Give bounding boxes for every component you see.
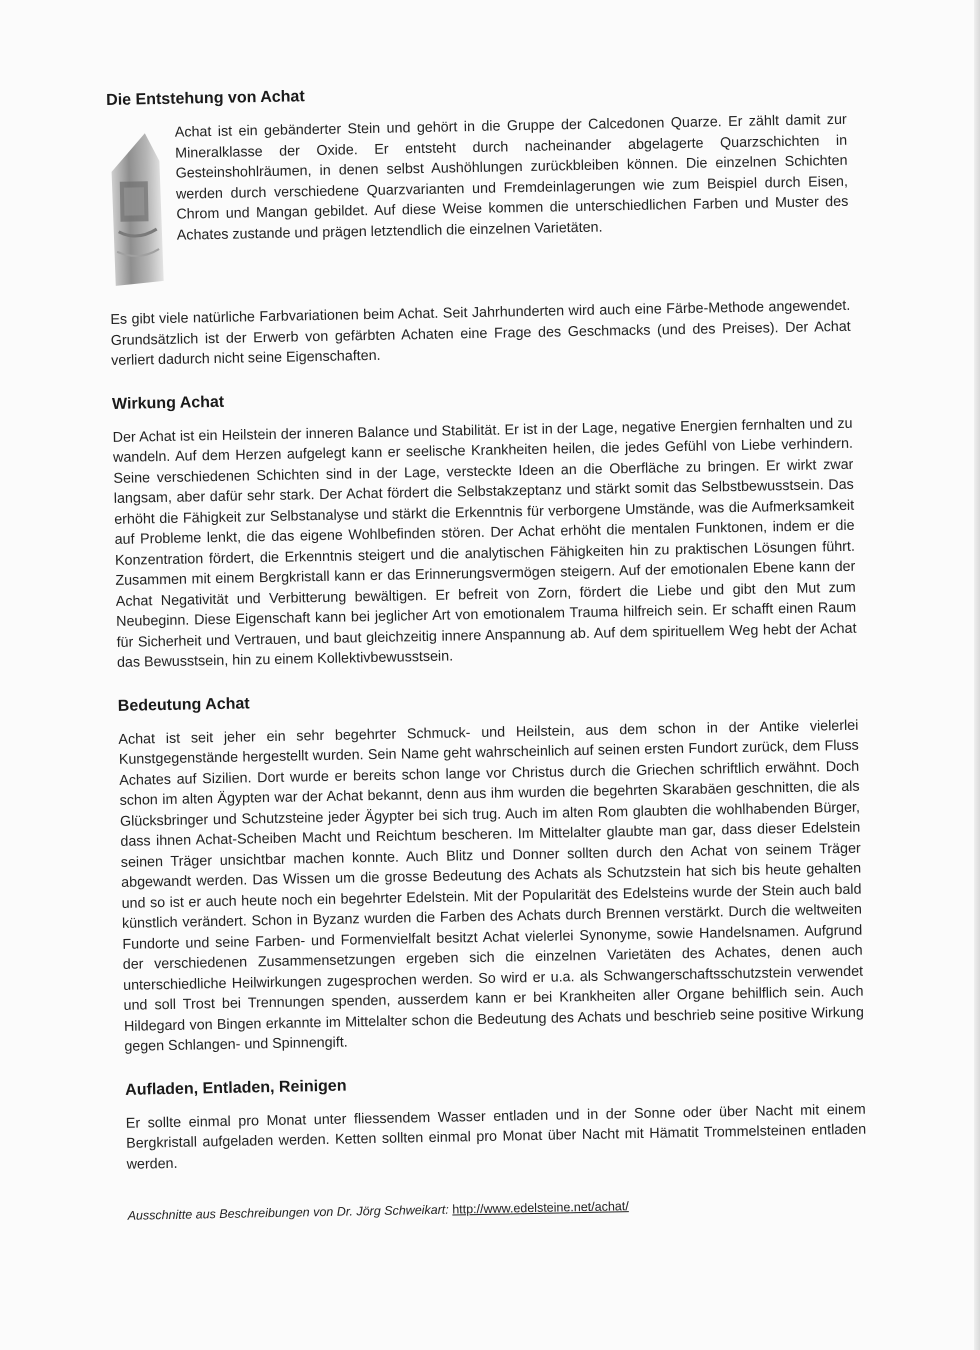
paragraph-wirkung: Der Achat ist ein Heilstein der inneren Balance und Stabilität. Er ist in der Lage, negative Energien fernhalten und zu wandeln. Auf dem Herzen aufgelegt kann er seelische Krankheiten heilen, die jedes Gefühl von Liebe verhindern. Seine verschiedenen Schichten sind in der Lage, versteckte Ideen an die Oberfläche zu bringen. Er wirkt zwar langsam, aber dafür sehr stark. Der Achat fördert die Selbstakzeptanz und stärkt somit das Selbstbewusstsein. Das erhöht die Fähigkeit zur Selbstanalyse und stärkt die Erkenntnis für verborgene Umstände, was die Aufmerksamkeit auf Probleme lenkt, die das eigene Wohlbefinden stören. Der Achat erhöht die mentalen Funktonen, indem er die Konzentration fördert, die Erkenntnis steigert und die analytischen Fähigkeiten hin zu praktischen Lösungen führt. Zusammen mit einem Bergkristall kann er das Erinnerungsvermögen steigern. Auf der emotionalen Ebene kann der Achat Negativität und Verbitterung bewältigen. Er befreit von Zorn, fördert die Liebe und gibt den Mut zum Neubeginn. Diese Eigenschaft kann bei jeglicher Art von emotionalem Trauma hilfreich sein. Er schafft einen Raum für Sicherheit und Vertrauen, und baut gleichzeitig innere Anspannung ab. Auf dem spirituellem Weg hebt der Achat das Bewusstsein, hin zu einem Kollektivbewusstsein. (112, 415, 857, 671)
source-text: Ausschnitte aus Beschreibungen von Dr. Jörg Schweikart: (127, 1202, 453, 1223)
heading-entstehung: Die Entstehung von Achat (106, 88, 305, 109)
agate-crystal-image (107, 131, 168, 292)
paragraph-entstehung-1: Achat ist ein gebänderter Stein und gehört in die Gruppe der Calcedonen Quarze. Er zählt damit zur Mineralklasse der Oxide. Er entsteht durch nacheinander abgelagerte Quarzschichten in Gesteinshohlräumen, in denen selbst Aushöhlungen zurückbleiben können. Die einzelnen Schichten werden durch verschiedene Quarzvarianten und Fremdeinlagerungen wie zum Beispiel durch Eisen, Chrom und Mangan gebildet. Auf diese Weise kommen die unterschiedlichen Farben und Muster des Achates zustande und prägen letztendlich die einzelnen Varietäten. (174, 111, 849, 244)
source-link[interactable]: http://www.edelsteine.net/achat/ (452, 1199, 629, 1217)
heading-wirkung: Wirkung Achat (111, 393, 225, 413)
source-citation (127, 1195, 867, 1223)
intro-text (175, 110, 850, 291)
intro-block (107, 110, 850, 292)
heading-bedeutung: Bedeutung Achat (117, 694, 250, 715)
paragraph-entstehung-2: Es gibt viele natürliche Farbvariationen beim Achat. Seit Jahrhunderten wird auch eine Färbe-Methode angewendet. Grundsätzlich ist der Erwerb von gefärbten Achaten eine Frage des Geschmacks (und des Preises). Der Achat verliert dadurch nicht seine Eigenschaften. (110, 297, 851, 369)
paragraph-aufladen: Er sollte einmal pro Monat unter fliessendem Wasser entladen und in der Sonne oder über Nacht mit einem Bergkristall aufgeladen werden. Ketten sollten einmal pro Monat über Nacht mit Hämatit Trommelsteinen entladen werden. (125, 1101, 867, 1173)
page-edge-shadow (974, 0, 980, 1350)
document-content (106, 76, 868, 1223)
heading-aufladen: Aufladen, Entladen, Reinigen (125, 1077, 347, 1099)
paragraph-bedeutung: Achat ist seit jeher ein sehr begehrter Schmuck- und Heilstein, aus dem schon in der Antike vielerlei Kunstgegenstände hergestellt wurden. Sein Name geht wahrscheinlich auf seinen ersten Fundort zurück, dem Fluss Achates auf Sizilien. Dort wurde er bereits schon lange vor Christus durch die Griechen schriftlich erwähnt. Doch schon im alten Ägypten war der Achat bekannt, denn aus ihm wurden die begehrten Skarabäen geschnitten, die als Glücksbringer und Schutzsteine jeder Ägypter bei sich trug. Auch im alten Rom glaubten die wohlhabenden Bürger, dass ihnen Achat-Scheiben Macht und Reichtum bescheren. Im Mittelalter glaubte man gar, dass dieser Edelstein seinen Träger unsichtbar machen konnte. Auch Blitz und Donner sollten durch den Achat von seinem Träger abgewandt werden. Das Wissen um die grosse Bedeutung des Achats als Schutzstein hat sich bis heute gehalten und so ist er auch heute noch ein begehrter Edelstein. Mit der Popularität des Edelsteins wurde der Stein auch bald künstlich verändert. Schon in Byzanz wurden die Farben des Achats durch Brennen verstärkt. Durch die weltweiten Fundorte und seine Farben- und Formenvielfalt besitzt Achat vielerlei Synonyme, sowie Handelsnamen. Aufgrund der verschiedenen Zusammensetzungen ergeben sich die einzelnen Varietäten des Achates, denen auch unterschiedliche Heilwirkungen zugesprochen werden. So wird er u.a. als Schwangerschaftsschutzstein verwendet und soll Trost bei Trennungen spenden, ausserdem kann er bei Krankheiten aller Organe behilflich sein. Auch Hildegard von Bingen erkannte im Mittelalter schon die Bedeutung des Achats und beschrieb seine positive Wirkung gegen Schlangen- und Spinnengift. (118, 717, 864, 1055)
